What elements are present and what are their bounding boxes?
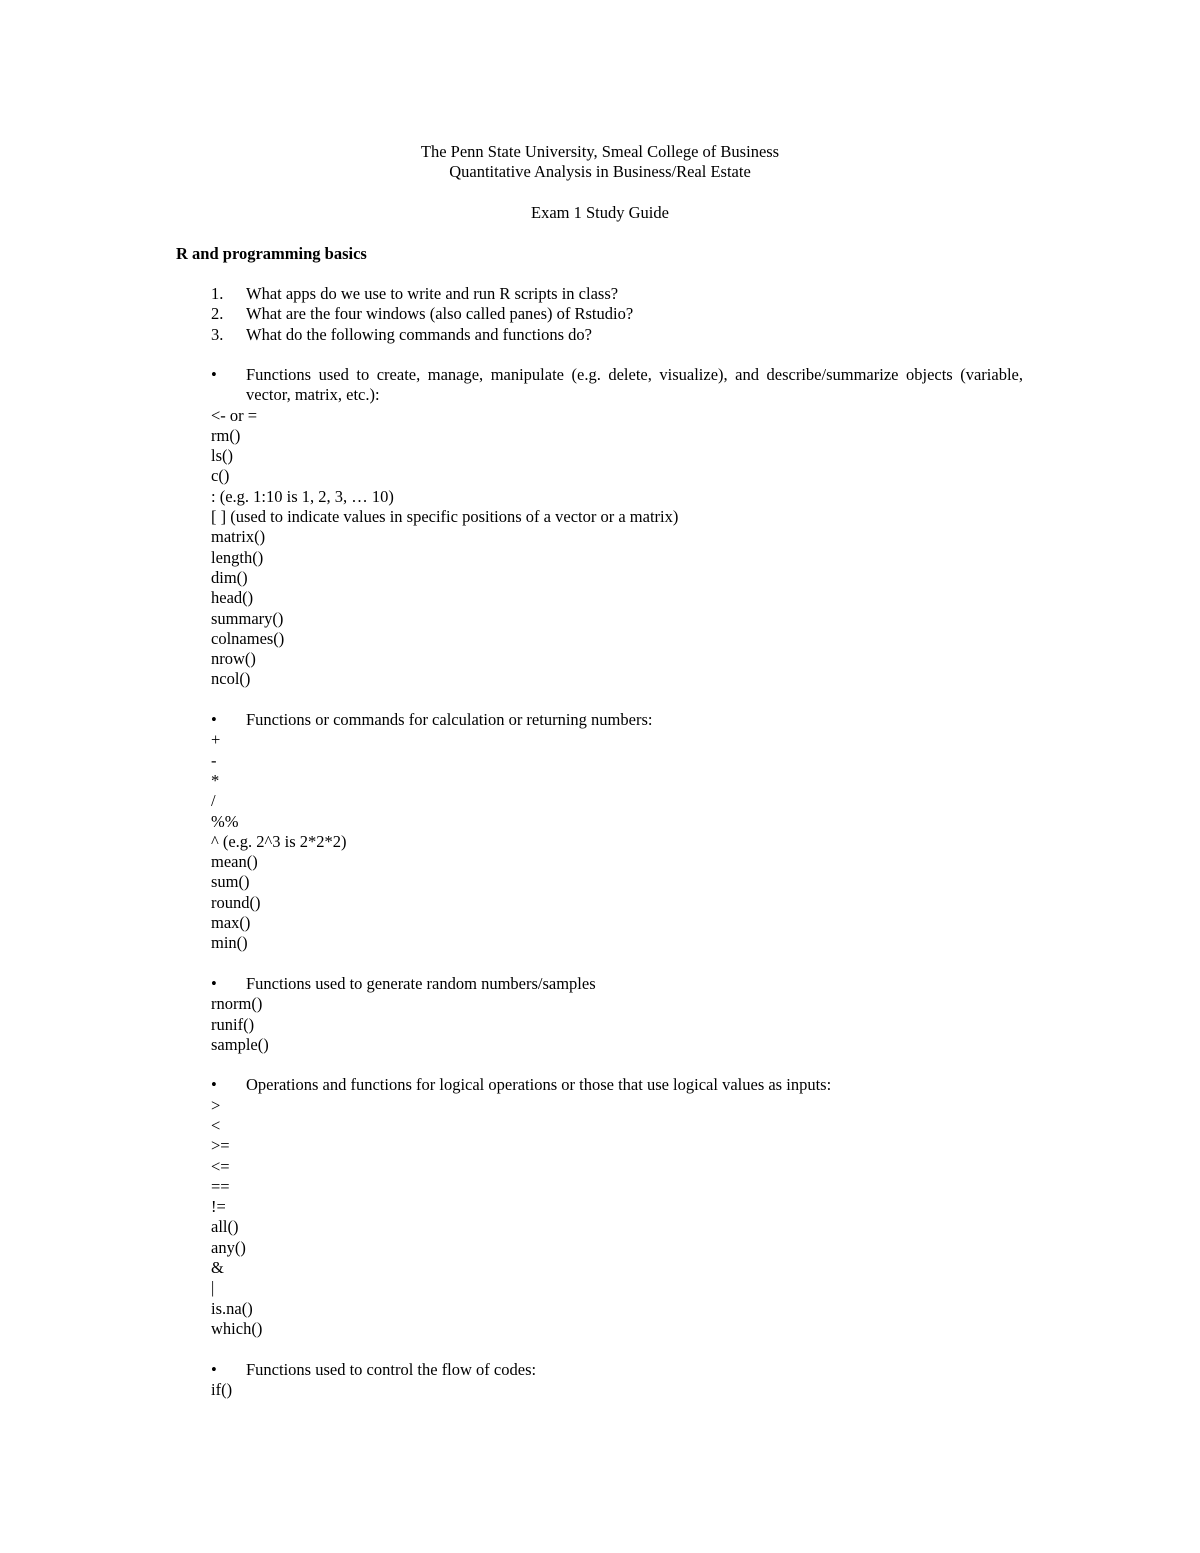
function-item: : (e.g. 1:10 is 1, 2, 3, … 10) xyxy=(211,486,394,506)
function-item: >= xyxy=(211,1136,230,1156)
function-item: dim() xyxy=(211,567,248,587)
function-item: mean() xyxy=(211,852,258,872)
group-title-text: Functions or commands for calculation or returning numbers: xyxy=(246,710,653,730)
function-list xyxy=(211,730,1023,953)
function-item: [ ] (used to indicate values in specific positions of a vector or a matrix) xyxy=(211,507,679,527)
exam-title: Exam 1 Study Guide xyxy=(531,203,669,222)
bullet-icon: • xyxy=(211,710,217,730)
function-item: summary() xyxy=(211,608,284,628)
function-item: rnorm() xyxy=(211,994,263,1014)
question-text: What do the following commands and functions do? xyxy=(246,324,592,344)
group-title xyxy=(211,974,1023,994)
function-list xyxy=(211,1096,1023,1340)
header-university: The Penn State University, Smeal College of Business xyxy=(420,142,780,161)
question-item xyxy=(211,284,633,304)
question-number: 3. xyxy=(211,324,224,344)
function-list xyxy=(211,994,1023,1055)
function-item: rm() xyxy=(211,425,241,445)
function-group xyxy=(211,974,1023,1055)
function-item: * xyxy=(211,770,220,790)
question-text: What are the four windows (also called panes) of Rstudio? xyxy=(246,304,634,324)
function-item: c() xyxy=(211,466,230,486)
bullet-icon: • xyxy=(211,365,217,384)
function-item: / xyxy=(211,791,216,811)
function-item: round() xyxy=(211,892,261,912)
group-title xyxy=(211,1075,1023,1095)
group-title xyxy=(211,1360,1023,1380)
function-item: any() xyxy=(211,1237,246,1257)
function-item: if() xyxy=(211,1379,233,1399)
group-title xyxy=(211,710,1023,730)
function-group xyxy=(211,710,1023,954)
function-item: colnames() xyxy=(211,628,285,648)
group-title-text: Functions used to control the flow of codes: xyxy=(246,1359,537,1379)
function-item: <= xyxy=(211,1156,230,1176)
question-text: What apps do we use to write and run R scripts in class? xyxy=(246,284,619,303)
function-item: head() xyxy=(211,588,254,608)
function-item: != xyxy=(211,1197,226,1217)
function-group xyxy=(211,365,1023,690)
function-item: sample() xyxy=(211,1034,269,1054)
function-item: | xyxy=(211,1278,215,1298)
function-item: <- or = xyxy=(211,405,258,425)
bullet-icon: • xyxy=(211,1075,217,1095)
function-item: which() xyxy=(211,1318,263,1338)
group-title xyxy=(211,365,1023,406)
function-item: runif() xyxy=(211,1014,255,1034)
group-title-text: Functions used to create, manage, manipulate (e.g. delete, visualize), and describe/summarize objects (variable, vector, matrix, etc.): xyxy=(246,365,1023,405)
function-list xyxy=(211,406,1023,690)
function-item: ^ (e.g. 2^3 is 2*2*2) xyxy=(211,831,347,851)
function-item: max() xyxy=(211,913,251,933)
function-item: ncol() xyxy=(211,669,251,689)
function-item: & xyxy=(211,1258,224,1278)
function-item: min() xyxy=(211,933,248,953)
function-list xyxy=(211,1380,1023,1400)
header-course: Quantitative Analysis in Business/Real Estate xyxy=(449,162,751,182)
function-group xyxy=(211,1075,1023,1339)
function-item: < xyxy=(211,1115,221,1135)
bullet-icon: • xyxy=(211,973,217,993)
function-item: is.na() xyxy=(211,1298,253,1318)
question-item xyxy=(211,304,633,324)
function-item: nrow() xyxy=(211,649,256,669)
function-item: %% xyxy=(211,811,239,831)
function-item: > xyxy=(211,1095,221,1115)
function-groups xyxy=(211,365,1023,1420)
function-item: == xyxy=(211,1176,230,1196)
function-item: length() xyxy=(211,547,264,567)
question-number: 1. xyxy=(211,284,224,303)
function-item: - xyxy=(211,750,217,770)
group-title-text: Operations and functions for logical operations or those that use logical values as inputs: xyxy=(246,1075,832,1095)
question-number: 2. xyxy=(211,304,224,324)
section-heading: R and programming basics xyxy=(176,244,367,263)
function-item: all() xyxy=(211,1217,239,1237)
group-title-text: Functions used to generate random numbers/samples xyxy=(246,973,596,993)
bullet-icon: • xyxy=(211,1359,217,1379)
function-item: sum() xyxy=(211,872,250,892)
question-list xyxy=(211,284,633,345)
function-item: + xyxy=(211,730,221,750)
question-item xyxy=(211,325,633,345)
document-header xyxy=(0,142,1200,183)
function-item: matrix() xyxy=(211,527,266,547)
function-item: ls() xyxy=(211,446,233,466)
function-group xyxy=(211,1360,1023,1401)
